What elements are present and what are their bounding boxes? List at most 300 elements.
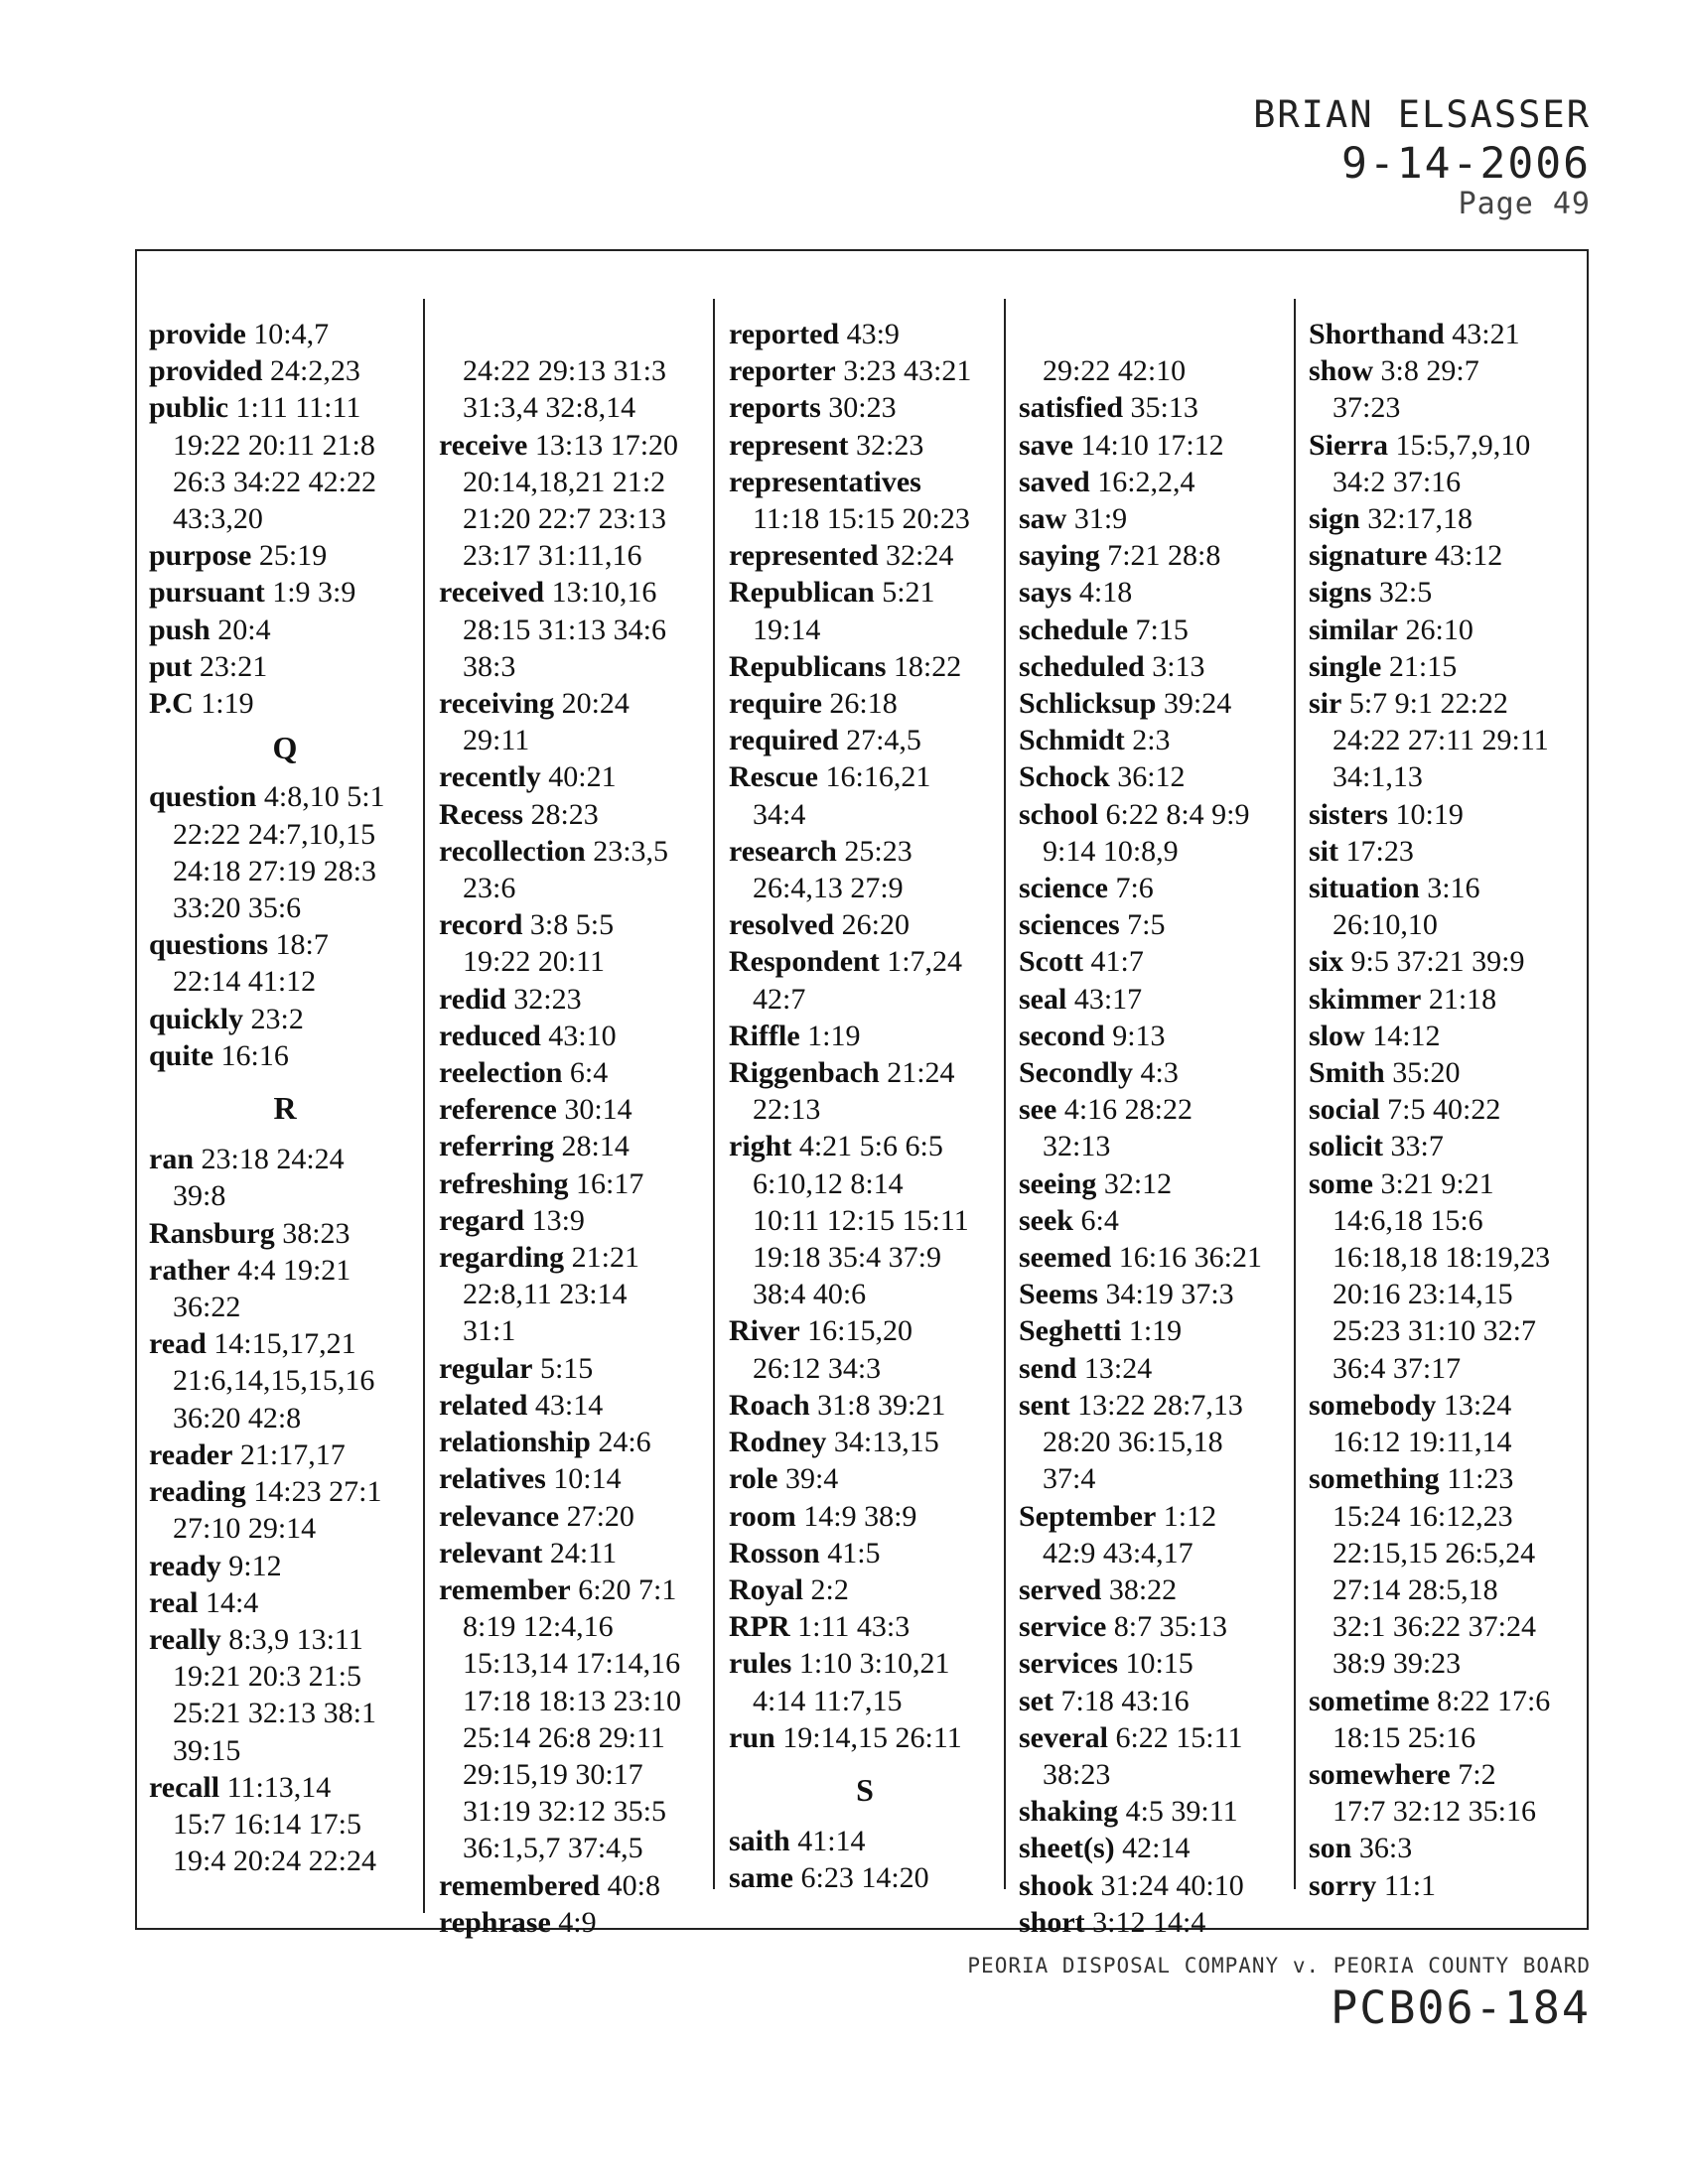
entry-line <box>1019 1904 1291 1941</box>
page-line-ref: 11:1 <box>1383 1868 1437 1902</box>
page-line-ref: 4:8,10 5:1 <box>263 780 385 814</box>
index-term: rather <box>149 1253 230 1287</box>
page-line-ref: 3:8 5:5 <box>529 908 615 942</box>
entry-line <box>1019 1830 1291 1866</box>
index-entry <box>149 316 421 352</box>
index-entry <box>1019 1608 1291 1645</box>
index-term: received <box>439 576 545 610</box>
page-line-ref: 39:8 <box>173 1179 226 1213</box>
page-line-ref: 39:4 <box>784 1462 839 1496</box>
page-line-ref: 35:13 <box>1130 391 1198 425</box>
index-term: required <box>729 724 839 757</box>
index-column-1 <box>149 316 421 1879</box>
index-entry <box>729 1424 1001 1460</box>
deposition-date: 9-14-2006 <box>1341 139 1591 189</box>
index-entry <box>149 778 421 926</box>
entry-line <box>729 833 1001 870</box>
page-line-ref: 25:21 32:13 38:1 <box>173 1697 377 1730</box>
page-line-ref: 21:6,14,15,15,16 <box>173 1364 375 1398</box>
index-term: Riffle <box>729 1019 800 1052</box>
index-entry <box>149 685 421 722</box>
index-entry <box>1019 758 1291 795</box>
page-line-ref: 5:21 <box>882 576 935 610</box>
page-line-ref: 6:20 7:1 <box>578 1572 677 1606</box>
index-entry <box>729 1460 1001 1497</box>
page-line-ref: 32:17,18 <box>1367 502 1474 536</box>
page-line-ref: 40:8 <box>607 1868 661 1902</box>
page-line-ref: 19:14 <box>753 613 821 646</box>
index-term: provided <box>149 354 263 388</box>
index-entry <box>1309 833 1581 870</box>
entry-line <box>1309 1128 1581 1164</box>
index-term: sisters <box>1309 797 1388 831</box>
column-divider <box>1294 299 1296 1889</box>
page-line-ref: 7:2 <box>1458 1757 1496 1791</box>
index-entry <box>1019 1018 1291 1054</box>
entry-line <box>439 833 711 870</box>
index-entry <box>1019 464 1291 500</box>
entry-line <box>149 926 421 963</box>
index-term: represent <box>729 428 849 462</box>
index-term: representatives <box>729 465 921 498</box>
page-line-ref: 21:15 <box>1388 649 1458 683</box>
page-line-ref: 27:4,5 <box>846 724 921 757</box>
page-line-ref: 16:16,21 <box>825 760 931 794</box>
page-line-ref: 36:22 <box>173 1291 241 1324</box>
index-term: reported <box>729 318 840 350</box>
index-term: recollection <box>439 834 586 868</box>
index-term: saying <box>1019 539 1100 573</box>
index-term: Schmidt <box>1019 724 1125 757</box>
entry-line <box>729 722 1001 758</box>
index-entry <box>729 833 1001 906</box>
index-term: says <box>1019 576 1072 610</box>
page-line-ref: 42:9 43:4,17 <box>1043 1536 1193 1570</box>
entry-line <box>729 1387 1001 1424</box>
entry-line <box>149 389 421 426</box>
entry-line <box>1309 1460 1581 1497</box>
index-term: Rodney <box>729 1426 827 1459</box>
entry-line <box>729 943 1001 980</box>
entry-line <box>149 1473 421 1510</box>
index-entry <box>439 796 711 833</box>
page-line-ref: 26:3 34:22 42:22 <box>173 465 377 498</box>
index-term: recently <box>439 760 541 794</box>
page-line-ref: 36:3 <box>1358 1832 1413 1865</box>
page-line-ref: 21:24 <box>887 1056 955 1090</box>
page-line-ref: 17:7 32:12 35:16 <box>1333 1795 1537 1829</box>
index-entry <box>149 1436 421 1473</box>
entry-line <box>1019 943 1291 980</box>
index-term: signature <box>1309 539 1428 573</box>
page-line-ref: 42:7 <box>753 982 806 1016</box>
index-entry <box>1309 1128 1581 1164</box>
index-entry <box>729 1859 1001 1896</box>
page-line-ref: 24:11 <box>549 1536 618 1570</box>
entry-line <box>729 906 1001 943</box>
page-line-ref: 21:20 22:7 23:13 <box>463 502 667 536</box>
entry-list <box>729 1823 1001 1896</box>
entry-line <box>729 464 1001 500</box>
index-entry <box>149 1473 421 1547</box>
index-entry <box>729 1312 1001 1386</box>
index-term: shaking <box>1019 1795 1119 1829</box>
page-line-ref: 7:18 43:16 <box>1060 1684 1190 1717</box>
index-term: represented <box>729 539 879 573</box>
entry-line <box>1309 870 1581 906</box>
page-line-ref: 13:24 <box>1083 1351 1153 1385</box>
page-line-ref: 26:10,10 <box>1333 908 1438 942</box>
index-term: resolved <box>729 908 835 942</box>
page-line-ref: 36:4 37:17 <box>1333 1351 1462 1385</box>
index-term: reelection <box>439 1056 563 1090</box>
index-entry <box>729 758 1001 832</box>
page-line-ref: 15:7 16:14 17:5 <box>173 1807 362 1841</box>
index-entry <box>1309 870 1581 943</box>
page-line-ref: 34:13,15 <box>833 1426 939 1459</box>
entry-line <box>439 316 711 352</box>
index-term: rephrase <box>439 1905 551 1939</box>
page-line-ref: 10:19 <box>1395 797 1464 831</box>
entry-line <box>1309 796 1581 833</box>
page-line-ref: 32:1 36:22 37:24 <box>1333 1610 1537 1644</box>
index-term: reading <box>149 1475 246 1509</box>
page-line-ref: 22:8,11 23:14 <box>463 1278 628 1311</box>
entry-line <box>1019 906 1291 943</box>
index-term: regarding <box>439 1241 565 1275</box>
page-line-ref: 8:22 17:6 <box>1437 1684 1551 1717</box>
index-term: something <box>1309 1462 1440 1496</box>
index-entry <box>729 1128 1001 1312</box>
index-term: science <box>1019 872 1108 905</box>
entry-line <box>439 1350 711 1387</box>
page-line-ref: 39:24 <box>1163 687 1232 721</box>
page-line-ref: 11:23 <box>1447 1462 1514 1496</box>
page-line-ref: 4:14 11:7,15 <box>753 1684 903 1717</box>
index-entry <box>729 574 1001 647</box>
page-line-ref: 26:18 <box>829 687 898 721</box>
index-column-3 <box>729 316 1001 1897</box>
index-term: reporter <box>729 354 836 388</box>
index-term: RPR <box>729 1610 790 1644</box>
entry-line <box>1019 537 1291 574</box>
index-term: Seghetti <box>1019 1314 1122 1348</box>
page-line-ref: 9:13 <box>1112 1019 1166 1052</box>
index-term: right <box>729 1130 792 1163</box>
index-term: short <box>1019 1905 1085 1939</box>
index-entry <box>1309 1460 1581 1682</box>
page-line-ref: 1:11 11:11 <box>235 391 361 425</box>
page-line-ref: 25:23 <box>844 834 912 868</box>
index-term: single <box>1309 649 1382 683</box>
index-term: second <box>1019 1019 1105 1052</box>
index-entry <box>729 685 1001 722</box>
page-line-ref: 18:7 <box>275 928 329 962</box>
entry-line <box>149 648 421 685</box>
entry-line <box>729 1498 1001 1535</box>
index-term: slow <box>1309 1019 1365 1052</box>
page-line-ref: 22:14 41:12 <box>173 965 317 999</box>
index-term: seek <box>1019 1203 1073 1237</box>
entry-line <box>729 1128 1001 1164</box>
entry-line <box>1019 500 1291 537</box>
index-entry <box>149 612 421 648</box>
index-entry <box>439 1239 711 1350</box>
entry-line <box>1019 316 1291 352</box>
index-term: several <box>1019 1720 1108 1754</box>
index-term: sign <box>1309 502 1360 536</box>
index-term: reader <box>149 1437 233 1471</box>
entry-line <box>729 1018 1001 1054</box>
page-line-ref: 15:13,14 17:14,16 <box>463 1647 681 1681</box>
index-column-2 <box>439 316 711 1941</box>
entry-line <box>729 352 1001 389</box>
index-entry <box>729 1571 1001 1608</box>
entry-line <box>1309 1165 1581 1202</box>
index-term: seeing <box>1019 1166 1097 1200</box>
index-entry <box>149 926 421 1000</box>
index-entry <box>1019 1571 1291 1608</box>
entry-line <box>149 778 421 815</box>
entry-list <box>1019 316 1291 1941</box>
page-line-ref: 16:17 <box>576 1166 644 1200</box>
entry-line <box>729 1608 1001 1645</box>
index-entry <box>1309 1830 1581 1866</box>
index-entry <box>1309 316 1581 352</box>
entry-line <box>149 316 421 352</box>
index-entry <box>1019 1350 1291 1387</box>
index-entry <box>1019 648 1291 685</box>
index-term: Ransburg <box>149 1216 275 1250</box>
entry-line <box>1309 1091 1581 1128</box>
page-line-ref: 36:1,5,7 37:4,5 <box>463 1832 643 1865</box>
page-line-ref: 30:14 <box>564 1093 632 1127</box>
page-line-ref: 14:4 <box>205 1585 259 1619</box>
page-line-ref: 19:22 20:11 21:8 <box>173 428 375 462</box>
page-line-ref: 14:10 17:12 <box>1080 428 1224 462</box>
entry-line <box>729 1571 1001 1608</box>
index-entry <box>149 1141 421 1214</box>
index-entry <box>439 1867 711 1904</box>
page-line-ref: 17:23 <box>1345 834 1414 868</box>
entry-line <box>729 427 1001 464</box>
index-entry <box>729 1018 1001 1054</box>
index-entry <box>1019 1276 1291 1312</box>
entry-line <box>1019 1202 1291 1239</box>
index-term: room <box>729 1499 796 1533</box>
index-entry <box>439 833 711 906</box>
entry-line <box>1019 981 1291 1018</box>
index-term: September <box>1019 1499 1157 1533</box>
page-line-ref: 28:15 31:13 34:6 <box>463 613 667 646</box>
entry-line <box>729 574 1001 611</box>
index-term: somebody <box>1309 1388 1437 1422</box>
index-entry <box>149 389 421 537</box>
index-entry <box>439 1018 711 1054</box>
page-line-ref: 43:12 <box>1434 539 1503 573</box>
entry-line <box>149 1436 421 1473</box>
page-line-ref: 16:16 <box>220 1038 289 1072</box>
entry-line <box>1019 389 1291 426</box>
page-line-ref: 22:22 24:7,10,15 <box>173 817 376 851</box>
index-term: same <box>729 1861 793 1895</box>
page-line-ref: 21:21 <box>571 1241 639 1275</box>
entry-line <box>729 758 1001 795</box>
page-line-ref: 2:3 <box>1132 724 1171 757</box>
entry-line <box>1309 574 1581 611</box>
page-line-ref: 30:23 <box>828 391 897 425</box>
entry-line <box>1019 685 1291 722</box>
index-entry <box>149 1584 421 1621</box>
index-term: Scott <box>1019 945 1083 979</box>
index-entry <box>1019 722 1291 758</box>
index-term: Seems <box>1019 1278 1098 1311</box>
index-term: run <box>729 1720 775 1754</box>
page-line-ref: 4:16 28:22 <box>1063 1093 1193 1127</box>
index-term: sometime <box>1309 1684 1430 1717</box>
page-line-ref: 4:5 39:11 <box>1125 1795 1238 1829</box>
entry-line <box>439 1387 711 1424</box>
entry-line <box>1019 1276 1291 1312</box>
index-column-4 <box>1019 316 1291 1941</box>
index-entry <box>1019 870 1291 906</box>
index-entry <box>439 316 711 427</box>
index-entry <box>439 1571 711 1867</box>
index-term: reference <box>439 1093 557 1127</box>
page-line-ref: 9:12 <box>228 1549 282 1582</box>
page-line-ref: 38:4 40:6 <box>753 1278 867 1311</box>
page-line-ref: 19:22 20:11 <box>463 945 606 979</box>
index-entry <box>149 537 421 574</box>
index-entry <box>1019 574 1291 611</box>
page-line-ref: 1:11 43:3 <box>797 1610 911 1644</box>
index-term: sent <box>1019 1388 1070 1422</box>
page-line-ref: 23:21 <box>199 649 268 683</box>
page-line-ref: 38:22 <box>1108 1572 1178 1606</box>
index-term: public <box>149 391 229 425</box>
index-entry <box>729 389 1001 426</box>
page-line-ref: 41:5 <box>827 1536 881 1570</box>
entry-line <box>1309 1683 1581 1719</box>
index-term: redid <box>439 982 506 1016</box>
entry-line <box>1019 722 1291 758</box>
page-line-ref: 10:14 <box>553 1462 622 1496</box>
page-line-ref: 27:14 28:5,18 <box>1333 1572 1498 1606</box>
entry-line <box>1019 1608 1291 1645</box>
page-line-ref: 25:14 26:8 29:11 <box>463 1720 665 1754</box>
index-entry <box>149 1215 421 1252</box>
index-entry <box>1019 796 1291 870</box>
entry-line <box>729 1535 1001 1571</box>
page-line-ref: 23:6 <box>463 872 516 905</box>
page-line-ref: 32:5 <box>1378 576 1433 610</box>
index-term: remember <box>439 1572 571 1606</box>
index-entry <box>439 758 711 795</box>
page-line-ref: 26:20 <box>841 908 910 942</box>
index-entry <box>1309 685 1581 796</box>
page-line-ref: 38:3 <box>463 649 516 683</box>
page-line-ref: 42:14 <box>1122 1832 1191 1865</box>
index-term: skimmer <box>1309 982 1422 1016</box>
page-line-ref: 7:5 <box>1127 908 1166 942</box>
index-term: seemed <box>1019 1241 1112 1275</box>
page-line-ref: 3:8 29:7 <box>1380 354 1479 388</box>
page-line-ref: 27:20 <box>566 1499 634 1533</box>
index-entry <box>149 1252 421 1325</box>
page-line-ref: 1:19 <box>807 1019 861 1052</box>
entry-line <box>149 1252 421 1289</box>
page-line-ref: 23:3,5 <box>593 834 669 868</box>
index-entry <box>729 352 1001 389</box>
index-entry <box>1019 1387 1291 1498</box>
index-term: save <box>1019 428 1073 462</box>
entry-line <box>1309 427 1581 464</box>
page-line-ref: 43:10 <box>548 1019 617 1052</box>
index-term: ran <box>149 1143 194 1176</box>
page-line-ref: 26:10 <box>1405 613 1474 646</box>
page-line-ref: 34:1,13 <box>1333 760 1423 794</box>
entry-line <box>439 1128 711 1164</box>
entry-line <box>1019 1312 1291 1349</box>
index-entry <box>729 1535 1001 1571</box>
index-term: reduced <box>439 1019 541 1052</box>
entry-list <box>149 778 421 1074</box>
page-line-ref: 20:14,18,21 21:2 <box>463 465 666 498</box>
entry-line <box>439 1091 711 1128</box>
index-entry <box>729 1645 1001 1718</box>
index-entry <box>1019 537 1291 574</box>
index-term: Sierra <box>1309 428 1388 462</box>
index-term: Republicans <box>729 649 887 683</box>
page-line-ref: 38:23 <box>1043 1757 1111 1791</box>
index-entry <box>1019 1830 1291 1866</box>
index-term: service <box>1019 1610 1107 1644</box>
index-term: served <box>1019 1572 1102 1606</box>
index-entry <box>1019 943 1291 980</box>
index-term: Recess <box>439 797 523 831</box>
index-entry <box>1019 316 1291 389</box>
entry-line <box>439 1424 711 1460</box>
index-term: schedule <box>1019 613 1129 646</box>
page-line-ref: 2:2 <box>810 1572 849 1606</box>
page-line-ref: 8:3,9 13:11 <box>228 1622 363 1656</box>
page-line-ref: 15:5,7,9,10 <box>1395 428 1531 462</box>
page-line-ref: 4:4 19:21 <box>237 1253 351 1287</box>
page-line-ref: 31:9 <box>1073 502 1128 536</box>
page-line-ref: 1:12 <box>1163 1499 1217 1533</box>
page-line-ref: 13:13 17:20 <box>534 428 679 462</box>
page-line-ref: 32:12 <box>1103 1166 1173 1200</box>
section-letter-r: R <box>273 1090 297 1127</box>
index-term: Smith <box>1309 1056 1385 1090</box>
index-entry <box>729 427 1001 464</box>
index-entry <box>439 1350 711 1387</box>
page-line-ref: 41:14 <box>797 1825 866 1858</box>
index-entry <box>439 685 711 758</box>
index-entry <box>149 574 421 611</box>
page-line-ref: 4:3 <box>1140 1056 1179 1090</box>
index-entry <box>1019 1498 1291 1571</box>
page-line-ref: 6:23 14:20 <box>800 1861 929 1895</box>
index-term: situation <box>1309 872 1420 905</box>
index-entry <box>729 537 1001 574</box>
index-entry <box>1019 1645 1291 1682</box>
entry-line <box>439 906 711 943</box>
index-entry <box>1019 389 1291 426</box>
index-term: six <box>1309 945 1344 979</box>
index-entry <box>1019 906 1291 943</box>
index-entry <box>149 648 421 685</box>
